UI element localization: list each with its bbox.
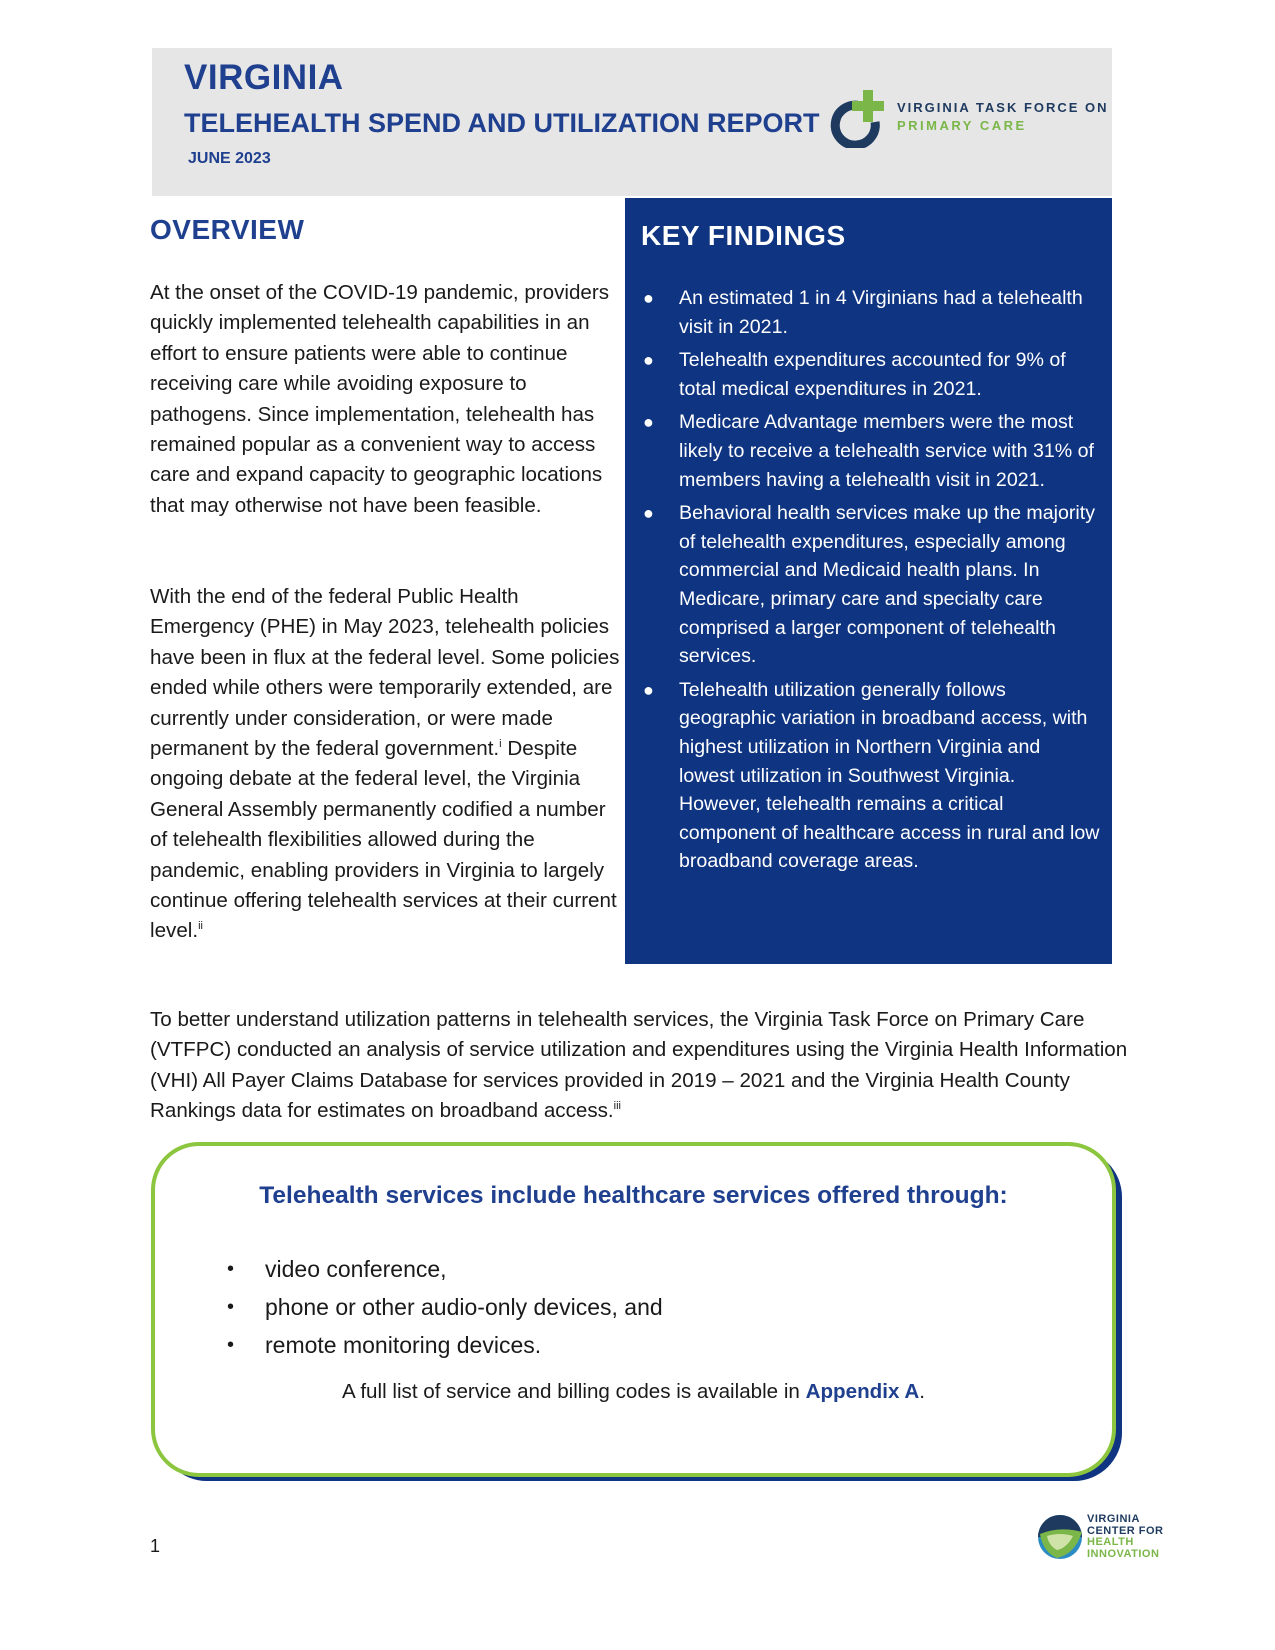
- callout-item-text: video conference,: [265, 1256, 447, 1282]
- footnote-ref-i[interactable]: i: [499, 738, 502, 751]
- finding-text: Telehealth utilization generally follows geographic variation in broadband access, with highest utilization in Northern Virginia and lowest utilization in Southwest Virginia. However, telehealth remains a critical component of healthcare access in rural and low broadband coverage areas.: [679, 678, 1100, 873]
- finding-text: Telehealth expenditures accounted for 9% of total medical expenditures in 2021.: [679, 349, 1066, 400]
- callout-item-text: remote monitoring devices.: [265, 1332, 542, 1358]
- appendix-a-link[interactable]: Appendix A: [805, 1380, 920, 1403]
- bullet-icon: ●: [643, 350, 654, 371]
- bullet-icon: ●: [643, 412, 654, 433]
- list-item: [227, 1326, 663, 1364]
- finding-text: Behavioral health services make up the majority of telehealth expenditures, especially among commercial and Medicaid health plans. In Medicare, primary care and specialty care comprised a larger component of telehealth services.: [679, 502, 1096, 668]
- finding-text: Medicare Advantage members were the most likely to receive a telehealth service with 31% of members having a telehealth visit in 2021.: [679, 411, 1094, 491]
- overview-paragraph-2b: Despite ongoing debate at the federal level, the Virginia General Assembly permanently codified a number of telehealth flexibilities allowed during the pandemic, enabling providers in Virginia to largely continue offering telehealth services at their current level.: [150, 737, 617, 943]
- bullet-icon: ●: [643, 679, 654, 700]
- list-item: [227, 1288, 663, 1326]
- task-force-logo: [827, 88, 1127, 148]
- analysis-text: To better understand utilization patterns in telehealth services, the Virginia Task Force on Primary Care (VTFPC) conducted an analysis of service utilization and expenditures using the Virginia Health Information (VHI) All Payer Claims Database for services provided in 2019 – 2021 and the Virginia Health County Rankings data for estimates on broadband access.: [150, 1008, 1128, 1123]
- footnote-ref-iii[interactable]: iii: [613, 1100, 621, 1113]
- note-suffix: .: [919, 1380, 925, 1403]
- logo-word-health: HEALTH: [1087, 1536, 1134, 1548]
- footnote-ref-ii[interactable]: ii: [198, 920, 203, 933]
- list-item: [641, 346, 1101, 403]
- vchi-globe-logo-icon: [1035, 1512, 1085, 1562]
- bullet-icon: ●: [643, 503, 654, 524]
- callout-note: [155, 1380, 1112, 1404]
- overview-heading: OVERVIEW: [150, 214, 305, 245]
- bullet-icon: ●: [643, 288, 654, 308]
- logo-word-innovation: INNOVATION: [1087, 1547, 1160, 1560]
- report-date: JUNE 2023: [188, 150, 271, 167]
- overview-paragraph-2: [150, 582, 620, 947]
- overview-paragraph-1: At the onset of the COVID-19 pandemic, providers quickly implemented telehealth capabilities in an effort to ensure patients were able to continue receiving care while avoiding exposure to pathogens. Since implementation, telehealth has remained popular as a convenient way to access care and expand capacity to geographic locations that may otherwise not have been feasible.: [150, 281, 610, 517]
- callout-list: [227, 1250, 663, 1364]
- report-title: TELEHEALTH SPEND AND UTILIZATION REPORT: [184, 108, 820, 138]
- callout-title: Telehealth services include healthcare services offered through:: [259, 1182, 1008, 1209]
- logo-word-center: CENTER FOR: [1087, 1524, 1164, 1537]
- key-findings-list: [641, 284, 1101, 881]
- telehealth-definition-callout: [151, 1142, 1116, 1477]
- key-findings-box: [625, 198, 1112, 964]
- vchi-logo-text: [1087, 1514, 1164, 1560]
- note-prefix: A full list of service and billing codes is available in: [342, 1380, 806, 1403]
- list-item: [227, 1250, 663, 1288]
- finding-text: An estimated 1 in 4 Virginians had a telehealth visit in 2021.: [679, 287, 1083, 338]
- vchi-logo: [1035, 1512, 1195, 1572]
- overview-paragraph-2a: With the end of the federal Public Health Emergency (PHE) in May 2023, telehealth policies have been in flux at the federal level. Some policies ended while others were temporarily extended, are currently under consideration, or were made permanent by the federal government.: [150, 585, 620, 761]
- bullet-icon: •: [227, 1334, 235, 1356]
- key-findings-heading: KEY FINDINGS: [641, 220, 846, 251]
- page-number: 1: [150, 1536, 161, 1556]
- logo-line-2: PRIMARY CARE: [897, 118, 1027, 133]
- state-title: VIRGINIA: [184, 58, 344, 97]
- logo-word-virginia: VIRGINIA: [1087, 1513, 1140, 1525]
- analysis-paragraph: [150, 1005, 1130, 1127]
- logo-line-1: VIRGINIA TASK FORCE ON: [897, 100, 1109, 115]
- bullet-icon: •: [227, 1296, 235, 1318]
- list-item: [641, 499, 1101, 671]
- bullet-icon: •: [227, 1258, 235, 1280]
- report-header: [152, 48, 1112, 196]
- list-item: [641, 284, 1101, 341]
- list-item: [641, 676, 1101, 876]
- list-item: [641, 408, 1101, 494]
- cross-c-logo-icon: [827, 88, 889, 148]
- callout-item-text: phone or other audio-only devices, and: [265, 1294, 663, 1320]
